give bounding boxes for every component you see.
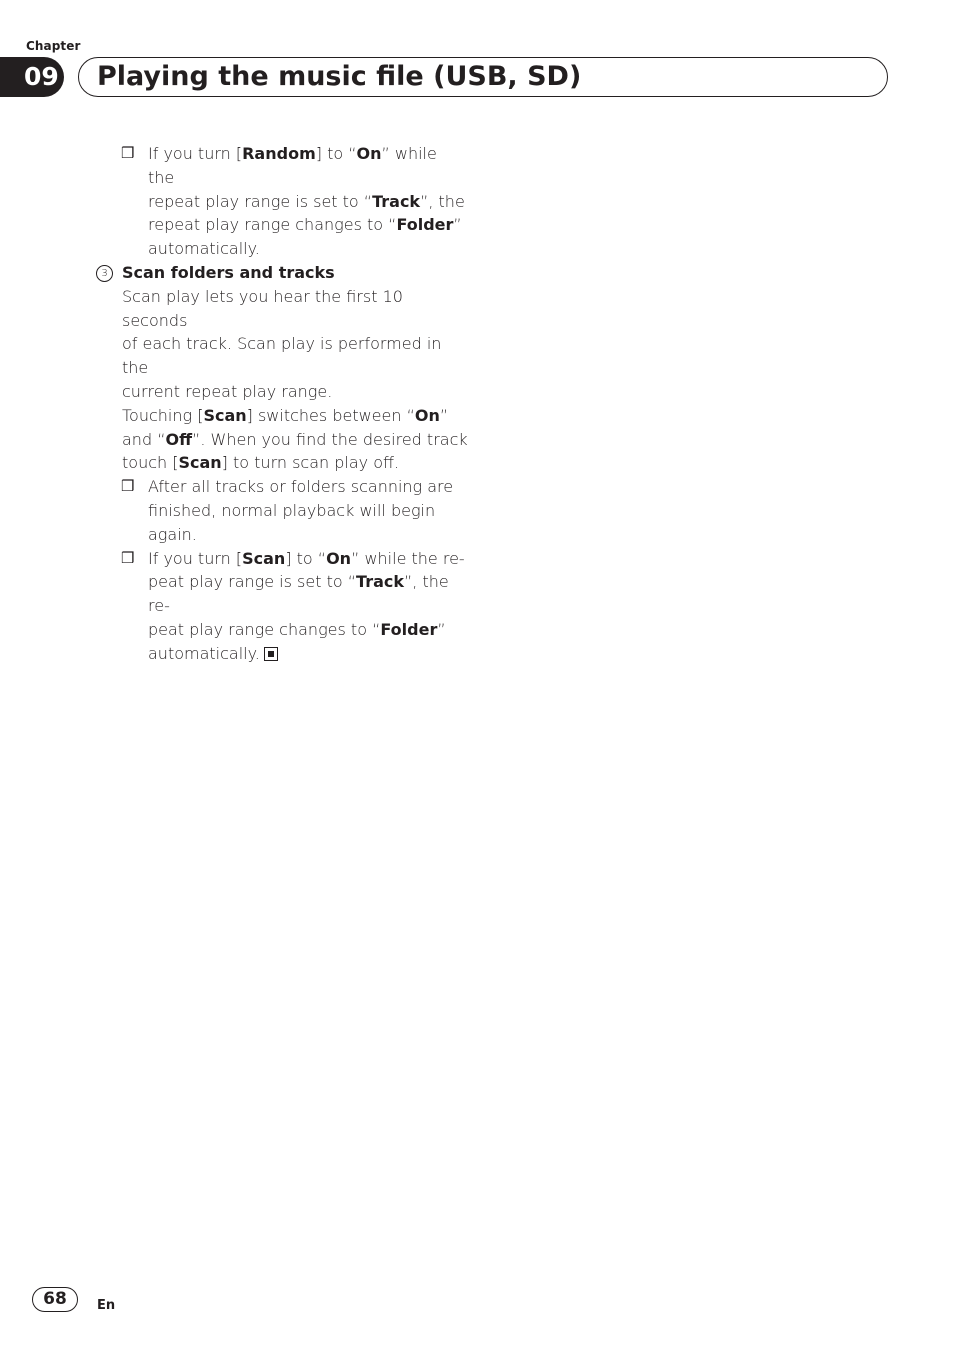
title-bar: [78, 57, 888, 97]
end-of-section-icon: [264, 647, 278, 661]
step-scan: [96, 261, 468, 285]
main-content: [96, 142, 468, 666]
note-bullet-icon: ❒: [121, 144, 135, 162]
step-heading: Scan folders and tracks: [122, 262, 335, 282]
chapter-number: 09: [0, 57, 64, 97]
chapter-label: Chapter: [26, 39, 81, 53]
scan-description: Scan play lets you hear the first 10 seconds of each track. Scan play is performed in the current repeat play range. Touching [Scan] switches between “On” and “Off”. When you find the desired track touch [Scan] to turn scan play off.: [122, 286, 468, 473]
note-random: ❒ If you turn [Random] to “On” while the repeat play range is set to “Track”, the repeat play range changes to “Folder” automatically.: [121, 144, 465, 259]
page-title: Playing the music file (USB, SD): [97, 61, 582, 92]
note-bullet-icon: ❒: [121, 548, 135, 567]
note-scan-finish: ❒ After all tracks or folders scanning are finished, normal playback will begin again.: [121, 477, 454, 544]
step-number: 3: [96, 265, 113, 282]
page-number: 68: [32, 1287, 78, 1312]
note-bullet-icon: ❒: [121, 477, 135, 496]
note-scan-repeat: ❒ If you turn [Scan] to “On” while the re- peat play range is set to “Track”, the re- peat play range changes to “Folder” automatically.: [121, 548, 465, 663]
language-label: En: [97, 1298, 116, 1313]
